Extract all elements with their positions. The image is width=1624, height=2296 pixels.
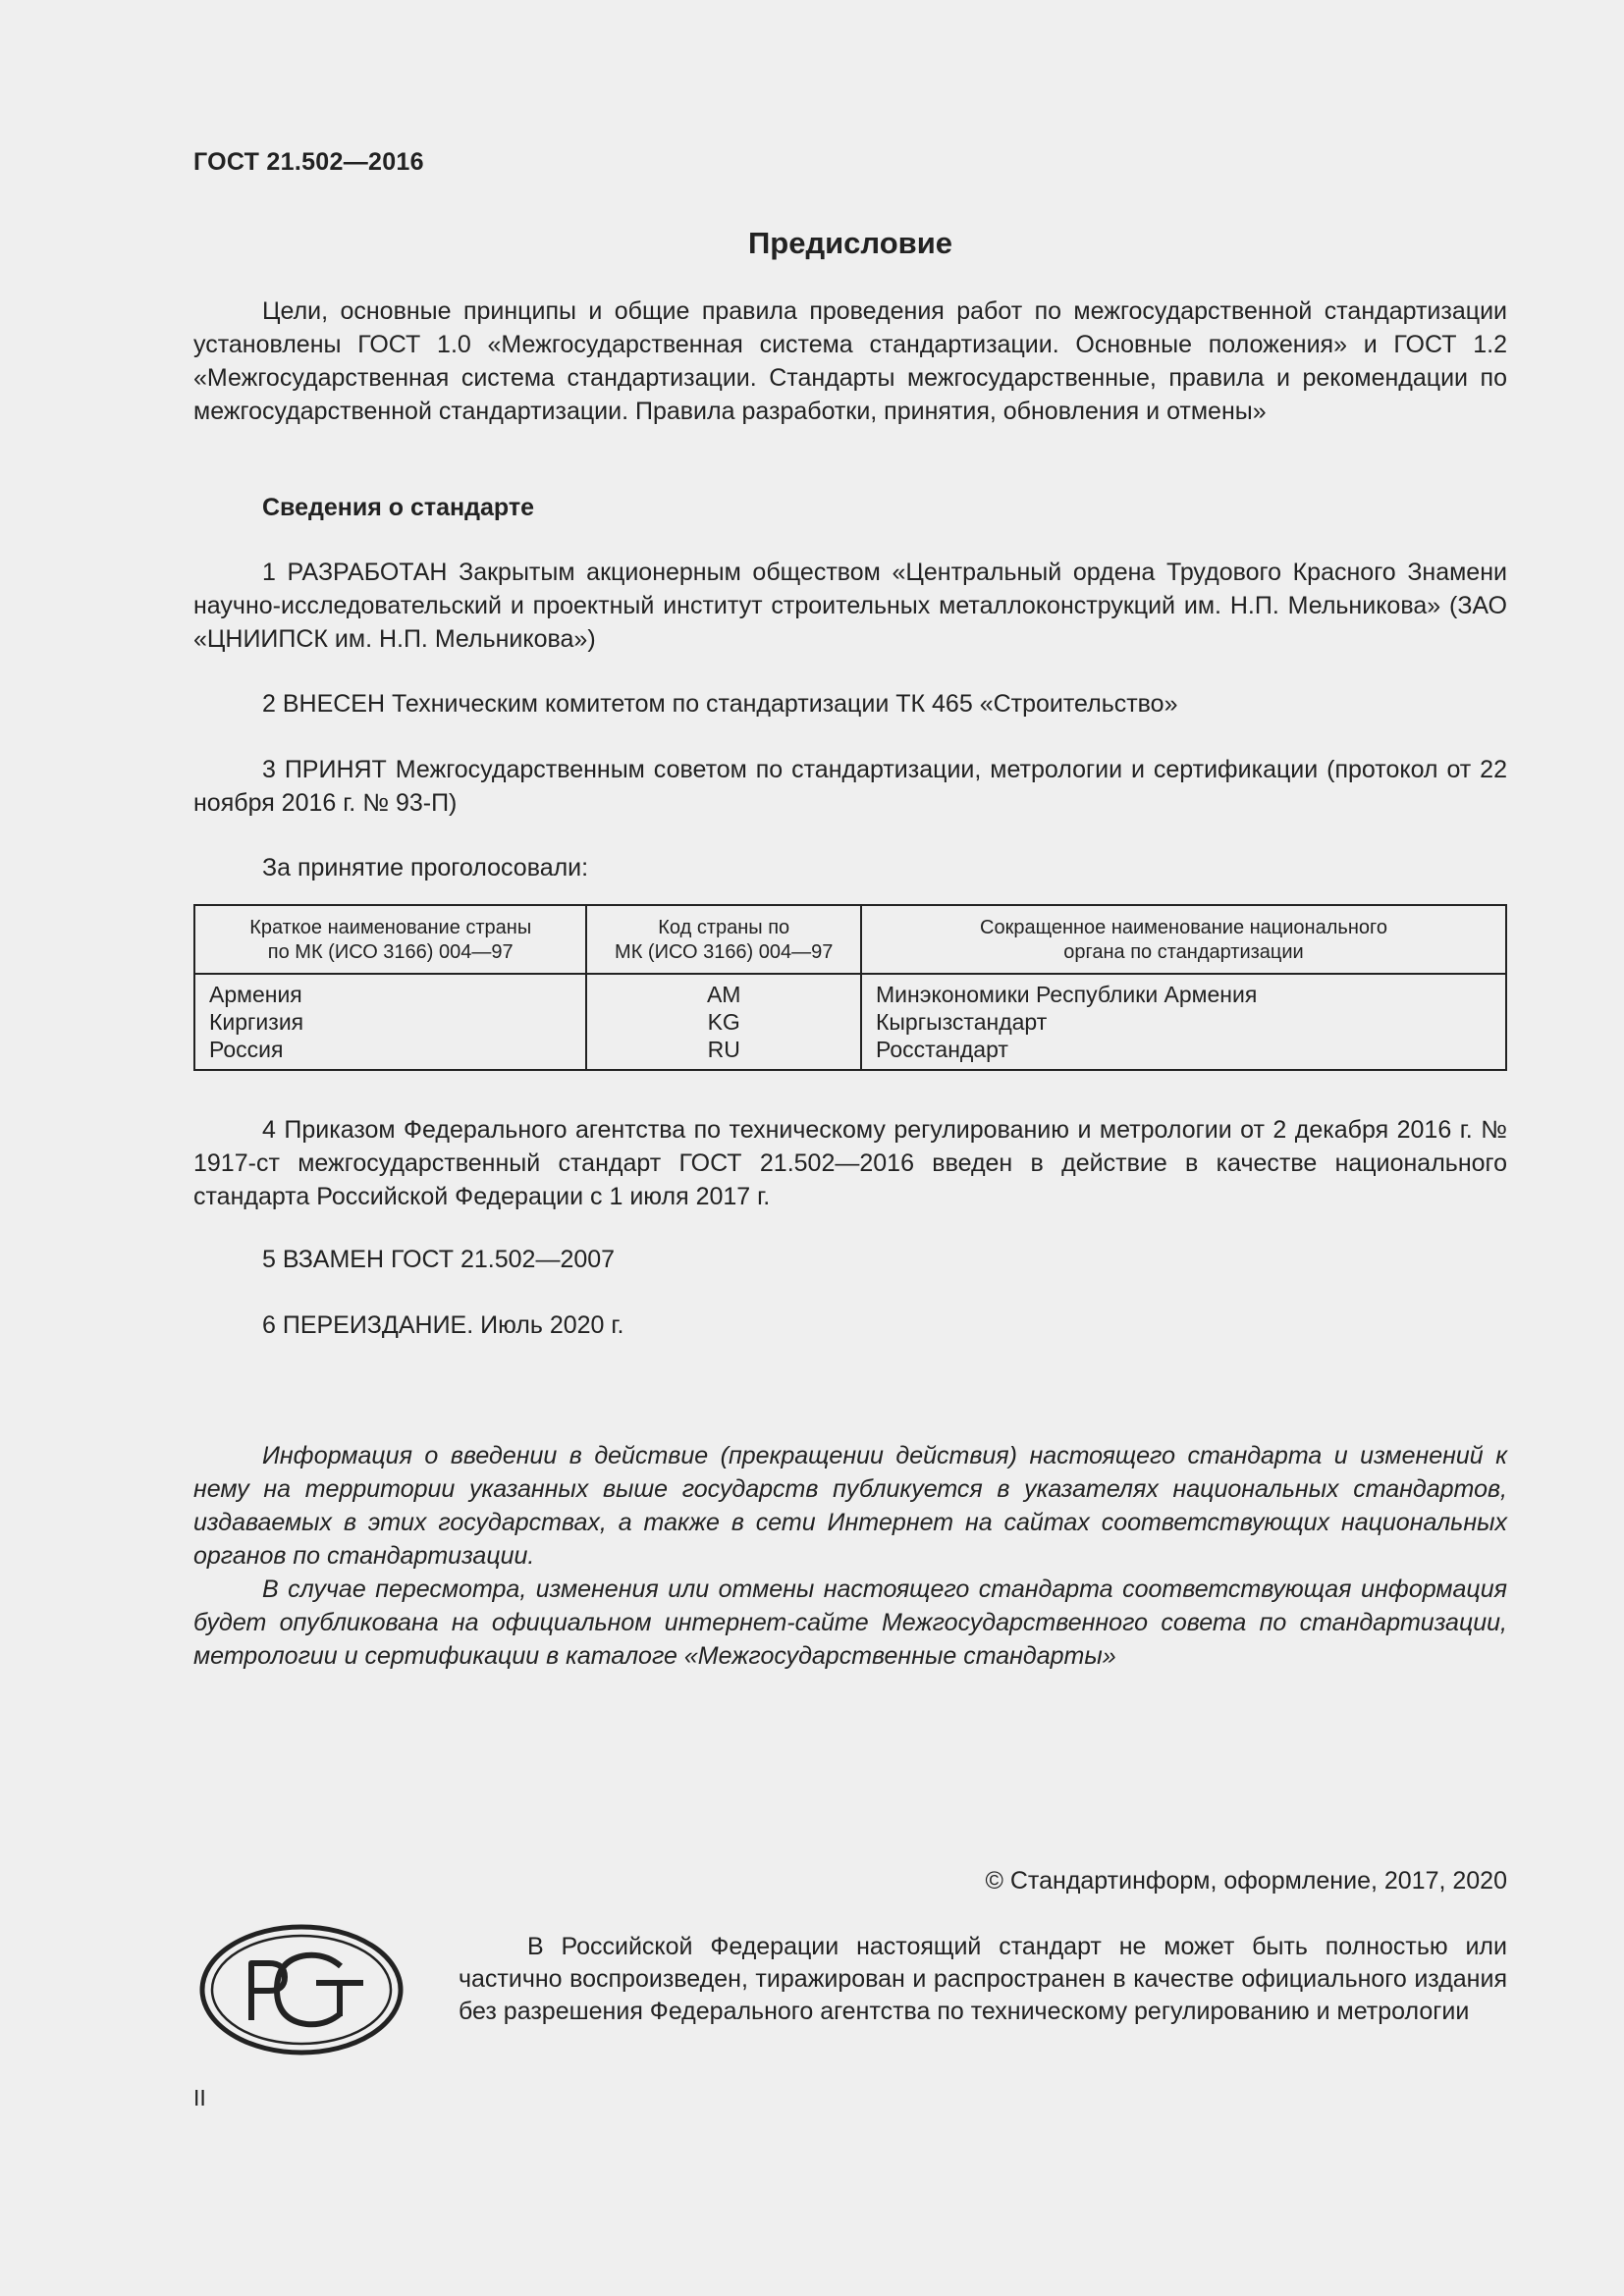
page-number: II [193, 2085, 206, 2110]
intro-section [193, 294, 1507, 428]
item-order-wrap [193, 1113, 1507, 1213]
rights-notice [459, 1931, 1507, 2028]
voted-wrap [193, 851, 1507, 884]
voted-label: За принятие проголосовали: [262, 854, 589, 881]
body-cell: Минэкономики Республики Армения Кыргызстандарт Росстандарт [861, 974, 1506, 1070]
copyright-line: © Стандартинформ, оформление, 2017, 2020 [985, 1867, 1507, 1895]
rights-paragraph: В Российской Федерации настоящий стандарт не может быть полностью или частично воспроизведен, тиражирован и распространен в качестве официального издания без разрешения Федерального агентства по техническому регулированию и метрологии [459, 1933, 1507, 2025]
table-row [194, 974, 1506, 1070]
item-introduced: 2 ВНЕСЕН Техническим комитетом по стандартизации ТК 465 «Строительство» [262, 690, 1178, 718]
item-introduced-wrap [193, 687, 1507, 721]
item-replaces: 5 ВЗАМЕН ГОСТ 21.502—2007 [262, 1246, 616, 1273]
notice-section [193, 1439, 1507, 1673]
intro-paragraph: Цели, основные принципы и общие правила проведения работ по межгосударственной стандартизации установлены ГОСТ 1.0 «Межгосударственная система стандартизации. Основные положения» и ГОСТ 1.2 «Межгосударственная система стандартизации. Стандарты межгосударственные, правила и рекомендации по межгосударственной стандартизации. Правила разработки, принятия, обновления и отмены» [193, 297, 1507, 425]
table-header-country: Краткое наименование страны по МК (ИСО 3166) 004—97 [194, 905, 586, 974]
item-reissue-wrap [193, 1308, 1507, 1342]
item-adopted-wrap [193, 753, 1507, 820]
item-order: 4 Приказом Федерального агентства по техническому регулированию и метрологии от 2 декабря 2016 г. № 1917-ст межгосударственный стандарт ГОСТ 21.502—2016 введен в действие в качестве национального стандарта Российской Федерации с 1 июля 2017 г. [193, 1116, 1507, 1210]
rst-logo-icon [198, 1922, 405, 2057]
item-developed-wrap [193, 556, 1507, 656]
notice-paragraph-2: В случае пересмотра, изменения или отмены настоящего стандарта соответствующая информация будет опубликована на официальном интернет-сайте Межгосударственного совета по стандартизации, метрологии и сертификации в каталоге «Межгосударственные стандарты» [193, 1575, 1507, 1670]
table-header-code: Код страны по МК (ИСО 3166) 004—97 [586, 905, 861, 974]
info-heading-wrap [193, 491, 1507, 524]
code-cell: AM KG RU [586, 974, 861, 1070]
item-replaces-wrap [193, 1243, 1507, 1276]
item-reissue: 6 ПЕРЕИЗДАНИЕ. Июль 2020 г. [262, 1311, 624, 1339]
info-heading: Сведения о стандарте [262, 494, 535, 521]
table-header-body: Сокращенное наименование национального органа по стандартизации [861, 905, 1506, 974]
country-cell: Армения Киргизия Россия [194, 974, 586, 1070]
document-code: ГОСТ 21.502—2016 [193, 148, 424, 176]
item-developed: 1 РАЗРАБОТАН Закрытым акционерным обществом «Центральный ордена Трудового Красного Знамени научно-исследовательский и проектный институт строительных металлоконструкций им. Н.П. Мельникова» (ЗАО «ЦНИИПСК им. Н.П. Мельникова») [193, 559, 1507, 653]
voting-table-wrap [193, 904, 1507, 1071]
table-header-row [194, 905, 1506, 974]
page-title: Предисловие [747, 226, 952, 260]
item-adopted: 3 ПРИНЯТ Межгосударственным советом по стандартизации, метрологии и сертификации (протокол от 22 ноября 2016 г. № 93-П) [193, 756, 1507, 817]
notice-paragraph-1: Информация о введении в действие (прекращении действия) настоящего стандарта и изменений к нему на территории указанных выше государств публикуется в указателях национальных стандартов, издаваемых в этих государствах, а также в сети Интернет на сайтах соответствующих национальных органов по стандартизации. [193, 1442, 1507, 1570]
voting-table [193, 904, 1507, 1071]
